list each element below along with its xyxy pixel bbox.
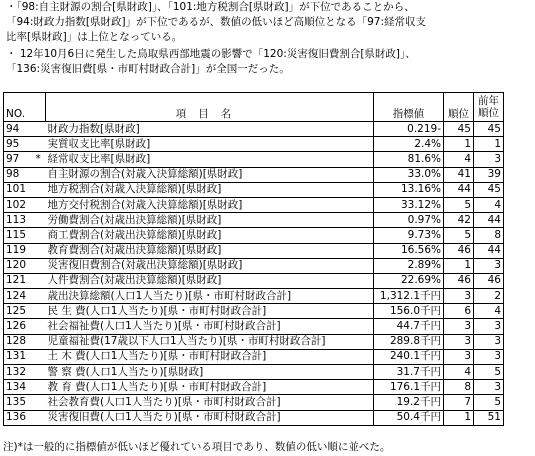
row-value: 156.0千円 — [374, 304, 444, 319]
note-1-line-3: 比率[県財政]」は上位となっている。 — [6, 31, 183, 43]
row-rank: 1 — [444, 258, 474, 273]
row-mark — [36, 243, 46, 258]
row-prev-rank: 45 — [474, 182, 504, 197]
row-no: 98 — [4, 167, 36, 182]
row-no: 119 — [4, 243, 36, 258]
row-value: 1,312.1千円 — [374, 289, 444, 304]
row-no: 97 — [4, 152, 36, 167]
row-item-name: 民 生 費(人口1人当たり)[県・市町村財政合計] — [46, 304, 374, 319]
row-rank: 42 — [444, 213, 474, 228]
row-no: 120 — [4, 258, 36, 273]
row-mark — [36, 349, 46, 364]
row-prev-rank: 51 — [474, 410, 504, 425]
row-value: 16.56% — [374, 243, 444, 258]
note-2-line-1: ・ 12年10月6日に発生した鳥取県西部地震の影響で「120:災害復旧費割合[県財政]」、 — [6, 48, 416, 60]
row-prev-rank: 39 — [474, 167, 504, 182]
table-row — [4, 258, 504, 273]
row-value: 50.4千円 — [374, 410, 444, 425]
table-row — [4, 182, 504, 197]
row-prev-rank: 4 — [474, 197, 504, 212]
table-row — [4, 380, 504, 395]
row-item-name: 災害復旧費割合(対歳出決算総額)[県財政] — [46, 258, 374, 273]
row-prev-rank: 2 — [474, 289, 504, 304]
row-value: 2.4% — [374, 137, 444, 152]
row-rank: 1 — [444, 410, 474, 425]
row-mark — [36, 334, 46, 349]
table-row — [4, 137, 504, 152]
row-item-name: 社会福祉費(人口1人当たり)[県・市町村財政合計] — [46, 319, 374, 334]
row-no: 124 — [4, 289, 36, 304]
row-mark — [36, 289, 46, 304]
row-rank: 41 — [444, 167, 474, 182]
row-rank: 5 — [444, 197, 474, 212]
row-mark — [36, 395, 46, 410]
row-value: 240.1千円 — [374, 349, 444, 364]
row-prev-rank: 3 — [474, 349, 504, 364]
header-mark-spacer — [36, 93, 46, 122]
indicator-table — [3, 92, 504, 426]
row-rank: 44 — [444, 182, 474, 197]
row-no: 125 — [4, 304, 36, 319]
table-row — [4, 122, 504, 137]
row-no: 131 — [4, 349, 36, 364]
row-no: 95 — [4, 137, 36, 152]
row-rank: 7 — [444, 395, 474, 410]
row-value: 22.69% — [374, 273, 444, 288]
table-body — [4, 122, 504, 426]
table-row — [4, 410, 504, 425]
row-item-name: 教 育 費(人口1人当たり)[県・市町村財政合計] — [46, 380, 374, 395]
row-prev-rank: 8 — [474, 228, 504, 243]
header-no: NO. — [4, 93, 36, 122]
header-item-name: 項目名 — [46, 93, 374, 122]
row-item-name: 労働費割合(対歳出決算総額)[県財政] — [46, 213, 374, 228]
row-item-name: 実質収支比率[県財政] — [46, 137, 374, 152]
row-no: 121 — [4, 273, 36, 288]
row-value: 19.2千円 — [374, 395, 444, 410]
row-mark — [36, 167, 46, 182]
row-item-name: 災害復旧費(人口1人当たり)[県・市町村財政合計] — [46, 410, 374, 425]
row-mark — [36, 410, 46, 425]
table-row — [4, 334, 504, 349]
header-prev-rank: 前年順位 — [474, 93, 504, 122]
table-row — [4, 152, 504, 167]
row-mark — [36, 197, 46, 212]
table-row — [4, 243, 504, 258]
table-row — [4, 228, 504, 243]
row-value: 9.73% — [374, 228, 444, 243]
row-mark — [36, 380, 46, 395]
row-item-name: 地方税割合(対歳入決算総額)[県財政] — [46, 182, 374, 197]
row-mark — [36, 304, 46, 319]
row-no: 115 — [4, 228, 36, 243]
table-row — [4, 304, 504, 319]
row-no: 132 — [4, 365, 36, 380]
row-prev-rank: 44 — [474, 243, 504, 258]
row-value: 33.0% — [374, 167, 444, 182]
row-mark — [36, 319, 46, 334]
row-mark — [36, 273, 46, 288]
note-2-line-2: 「136:災害復旧費[県・市町村財政合計]」が全国一だった。 — [6, 63, 290, 75]
row-rank: 8 — [444, 380, 474, 395]
row-rank: 3 — [444, 319, 474, 334]
row-rank: 1 — [444, 137, 474, 152]
row-item-name: 人件費割合(対歳出決算総額)[県財政] — [46, 273, 374, 288]
row-prev-rank: 1 — [474, 137, 504, 152]
row-prev-rank: 46 — [474, 273, 504, 288]
table-row — [4, 167, 504, 182]
row-no: 113 — [4, 213, 36, 228]
row-mark — [36, 228, 46, 243]
row-value: 176.1千円 — [374, 380, 444, 395]
row-prev-rank: 3 — [474, 319, 504, 334]
footnote: 注)*は一般的に指標値が低いほど優れている項目であり、数値の低い順に並べた。 — [3, 441, 391, 453]
row-value: 289.8千円 — [374, 334, 444, 349]
row-mark — [36, 182, 46, 197]
row-item-name: 土 木 費(人口1人当たり)[県・市町村財政合計] — [46, 349, 374, 364]
row-value: 81.6% — [374, 152, 444, 167]
row-no: 128 — [4, 334, 36, 349]
row-item-name: 教育費割合(対歳出決算総額)[県財政] — [46, 243, 374, 258]
row-rank: 3 — [444, 349, 474, 364]
row-item-name: 経常収支比率[県財政] — [46, 152, 374, 167]
row-no: 134 — [4, 380, 36, 395]
row-prev-rank: 5 — [474, 395, 504, 410]
row-value: 13.16% — [374, 182, 444, 197]
row-no: 94 — [4, 122, 36, 137]
row-value: 0.97% — [374, 213, 444, 228]
row-item-name: 地方交付税割合(対歳入決算総額)[県財政] — [46, 197, 374, 212]
row-item-name: 財政力指数[県財政] — [46, 122, 374, 137]
row-value: 31.7千円 — [374, 365, 444, 380]
row-mark — [36, 365, 46, 380]
row-rank: 46 — [444, 273, 474, 288]
row-rank: 4 — [444, 152, 474, 167]
row-item-name: 児童福祉費(17歳以下人口1人当たり)[県・市町村財政合計] — [46, 334, 374, 349]
row-rank: 4 — [444, 365, 474, 380]
table-row — [4, 365, 504, 380]
row-no: 136 — [4, 410, 36, 425]
note-1-line-2: 「94:財政力指数[県財政]」が下位であるが、数値の低いほど高順位となる「97:経常収支 — [6, 16, 426, 28]
row-prev-rank: 4 — [474, 304, 504, 319]
row-value: 2.89% — [374, 258, 444, 273]
row-mark — [36, 258, 46, 273]
row-item-name: 自主財源の割合(対歳入決算総額)[県財政] — [46, 167, 374, 182]
row-mark: * — [36, 152, 46, 167]
table-row — [4, 273, 504, 288]
table-row — [4, 197, 504, 212]
row-value: 33.12% — [374, 197, 444, 212]
table-header-row — [4, 93, 504, 122]
row-no: 102 — [4, 197, 36, 212]
row-rank: 45 — [444, 122, 474, 137]
row-value: 0.219- — [374, 122, 444, 137]
table-row — [4, 289, 504, 304]
header-value: 指標値 — [374, 93, 444, 122]
row-prev-rank: 5 — [474, 365, 504, 380]
row-rank: 5 — [444, 228, 474, 243]
row-item-name: 社会教育費(人口1人当たり)[県・市町村財政合計] — [46, 395, 374, 410]
row-prev-rank: 3 — [474, 258, 504, 273]
row-rank: 3 — [444, 289, 474, 304]
notes — [0, 0, 535, 77]
row-item-name: 警 察 費(人口1人当たり)[県財政] — [46, 365, 374, 380]
row-mark — [36, 137, 46, 152]
row-item-name: 商工費割合(対歳出決算総額)[県財政] — [46, 228, 374, 243]
row-prev-rank: 3 — [474, 334, 504, 349]
table-row — [4, 319, 504, 334]
row-prev-rank: 45 — [474, 122, 504, 137]
row-rank: 6 — [444, 304, 474, 319]
table-row — [4, 349, 504, 364]
table-row — [4, 213, 504, 228]
row-no: 101 — [4, 182, 36, 197]
row-value: 44.7千円 — [374, 319, 444, 334]
row-prev-rank: 44 — [474, 213, 504, 228]
row-rank: 46 — [444, 243, 474, 258]
row-mark — [36, 213, 46, 228]
header-rank: 順位 — [444, 93, 474, 122]
row-rank: 3 — [444, 334, 474, 349]
row-prev-rank: 3 — [474, 380, 504, 395]
table-row — [4, 395, 504, 410]
row-mark — [36, 122, 46, 137]
row-no: 126 — [4, 319, 36, 334]
row-prev-rank: 3 — [474, 152, 504, 167]
row-item-name: 歳出決算総額(人口1人当たり)[県・市町村財政合計] — [46, 289, 374, 304]
row-no: 135 — [4, 395, 36, 410]
note-1-line-1: ・「98:自主財源の割合[県財政]」、「101:地方税割合[県財政]」が下位であることから、 — [6, 1, 415, 13]
